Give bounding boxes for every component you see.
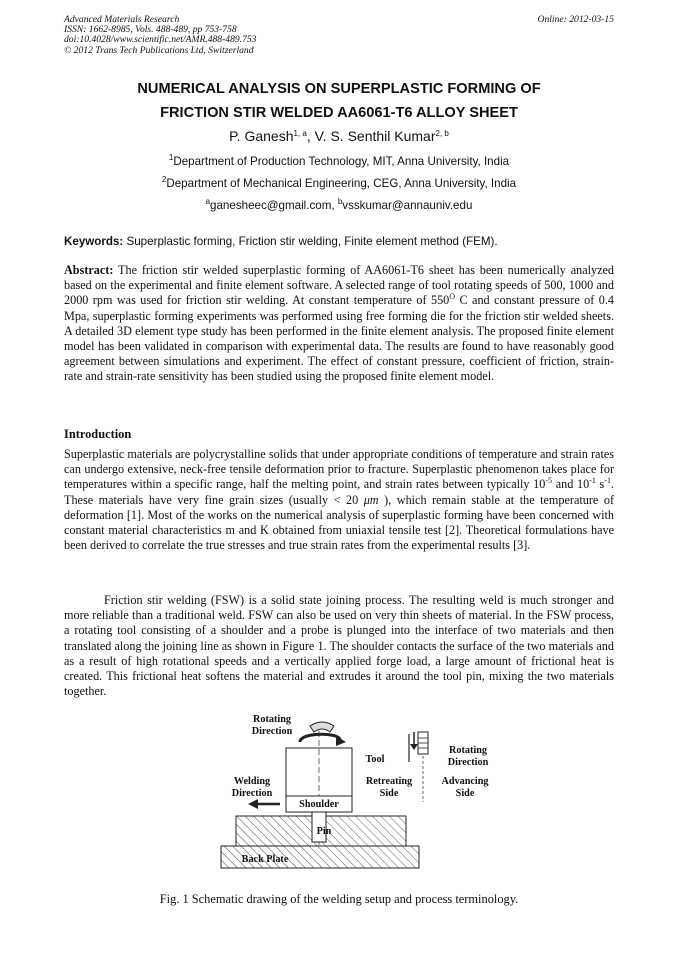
intro-p1-mu: μm xyxy=(363,492,379,507)
label-retreating-side: Retreating Side xyxy=(365,776,413,799)
welding-direction-arrow-head-icon xyxy=(248,799,258,809)
journal-name: Advanced Materials Research xyxy=(64,14,180,25)
email-b[interactable]: vsskumar@annauniv.edu xyxy=(342,199,473,212)
abstract xyxy=(64,263,614,385)
affiliation-1-sup: 1 xyxy=(168,153,174,162)
intro-p1-sup-1: -5 xyxy=(545,476,553,486)
copyright: © 2012 Trans Tech Publications Ltd, Switzerland xyxy=(64,44,254,56)
intro-p1-e: ), which remain stable at the temperature of deformation [1]. Most of the works on the numerical analysis of superplastic forming have been concerned with constant material characteristics m and K obtained from uniaxial tensile test [2]. Theoretical formulations have been derived to correlate the true stresses and true strain rates from the experimental results [3]. xyxy=(64,492,614,553)
abstract-label: Abstract: xyxy=(64,263,114,277)
introduction-paragraph-2 xyxy=(64,593,614,699)
affiliation-2 xyxy=(0,177,678,190)
paper-title-line-2: FRICTION STIR WELDED AA6061-T6 ALLOY SHEET xyxy=(160,105,518,121)
figure-1-caption: Fig. 1 Schematic drawing of the welding setup and process terminology. xyxy=(159,892,519,906)
intro-p1-sup-3: -1 xyxy=(604,476,611,486)
issn: ISSN: 1662-8985, Vols. 488-489, pp 753-758 xyxy=(64,24,237,36)
section-heading-introduction: Introduction xyxy=(64,427,132,441)
author-2-sup: 2, b xyxy=(435,129,449,138)
abstract-text-2: C and constant pressure of 0.4 Mpa, superplastic forming experiments was performed using free forming die for the friction stir welded sheets. A detailed 3D element type study has been performed in the finite element analysis. The proposed finite element model has been validated in comparison with experimental data. The results are found to have reasonably good agreement between simulations and experiment. The effect of constant pressure, coefficient of friction, strain-rate and strain-rate sensitivity has been studied using the proposed finite element model. xyxy=(64,293,614,384)
label-rotating-direction-1: Rotating Direction xyxy=(251,714,293,737)
figure-1 xyxy=(200,712,500,884)
affiliation-1-text: Department of Production Technology, MIT, Anna University, India xyxy=(173,155,510,168)
doi: doi:10.4028/www.scientific.net/AMR.488-489.753 xyxy=(64,34,257,46)
author-1: P. Ganesh xyxy=(229,128,294,144)
online-date: Online: 2012-03-15 xyxy=(537,14,614,25)
intro-p1-a: Superplastic materials are polycrystalline solids that under appropriate conditions of temperature and strain rates can undergo extensive, neck-free tensile deformation prior to fracture. Superplastic phenomenon takes place for temperatures within a specific range, half the melting point, and strain rates between typically 10 xyxy=(64,447,614,492)
label-rotating-direction-2: Rotating Direction xyxy=(447,745,489,768)
author-emails xyxy=(0,199,678,212)
abstract-text-1: The friction stir welded superplastic forming of AA6061-T6 sheet has been numerically analyzed based on the experimental and finite element software. A selected range of tool rotating speeds of 500, 1000 and 2000 rpm was used for friction stir welding. At constant temperature of 550 xyxy=(64,263,614,308)
keywords-label: Keywords: xyxy=(64,235,124,248)
rotation-arrow-head-icon xyxy=(336,736,346,746)
keywords-text: Superplastic forming, Friction stir welding, Finite element method (FEM). xyxy=(123,235,498,248)
label-advancing-side: Advancing Side xyxy=(441,776,489,799)
rotation-arrow xyxy=(300,734,340,742)
running-header xyxy=(64,15,256,56)
email-a-sup: a xyxy=(205,197,211,206)
label-pin: Pin xyxy=(316,826,332,837)
email-a[interactable]: ganesheec@gmail.com, xyxy=(210,199,338,212)
affiliation-2-sup: 2 xyxy=(161,175,167,184)
author-1-sup: 1, a xyxy=(293,129,307,138)
label-shoulder: Shoulder xyxy=(299,799,339,810)
author-2: V. S. Senthil Kumar xyxy=(314,128,436,144)
rotation-cap-icon xyxy=(310,722,334,732)
intro-p1-c: s xyxy=(595,477,605,492)
abstract-degree-sup: O xyxy=(449,292,456,302)
email-b-sup: b xyxy=(337,197,343,206)
affiliation-2-text: Department of Mechanical Engineering, CEG, Anna University, India xyxy=(166,177,517,190)
keywords xyxy=(64,235,498,248)
intro-p1-sup-2: -1 xyxy=(589,476,596,486)
introduction-paragraph-1 xyxy=(64,447,614,553)
paper-title-line-1: NUMERICAL ANALYSIS ON SUPERPLASTIC FORMING OF xyxy=(137,81,541,97)
intro-p2-text: Friction stir welding (FSW) is a solid state joining process. The resulting weld is much stronger and more reliable than a traditional weld. FSW can also be used on very thin sheets of material. In the FSW process, a rotating tool consisting of a shoulder and a probe is plunged into the interface of two materials and then translated along the joining line as shown in Figure 1. The shoulder contacts the surface of the two materials and as a result of high rotational speeds and a vertically applied forge load, a large amount of frictional heat is created. This frictional heat softens the material and extrudes it around the tool pin, mixing the two materials together. xyxy=(64,593,614,699)
intro-p1-d: . These materials have very fine grain sizes (usually < 20 xyxy=(64,477,614,507)
label-tool: Tool xyxy=(365,754,385,765)
tool-down-arrow-head-icon xyxy=(410,744,418,750)
affiliation-1 xyxy=(0,155,678,168)
label-welding-direction: Welding Direction xyxy=(231,776,273,799)
author-list xyxy=(0,128,678,144)
author-separator: , xyxy=(306,128,315,144)
intro-p1-b: and 10 xyxy=(552,477,590,492)
label-back-plate: Back Plate xyxy=(241,854,289,865)
